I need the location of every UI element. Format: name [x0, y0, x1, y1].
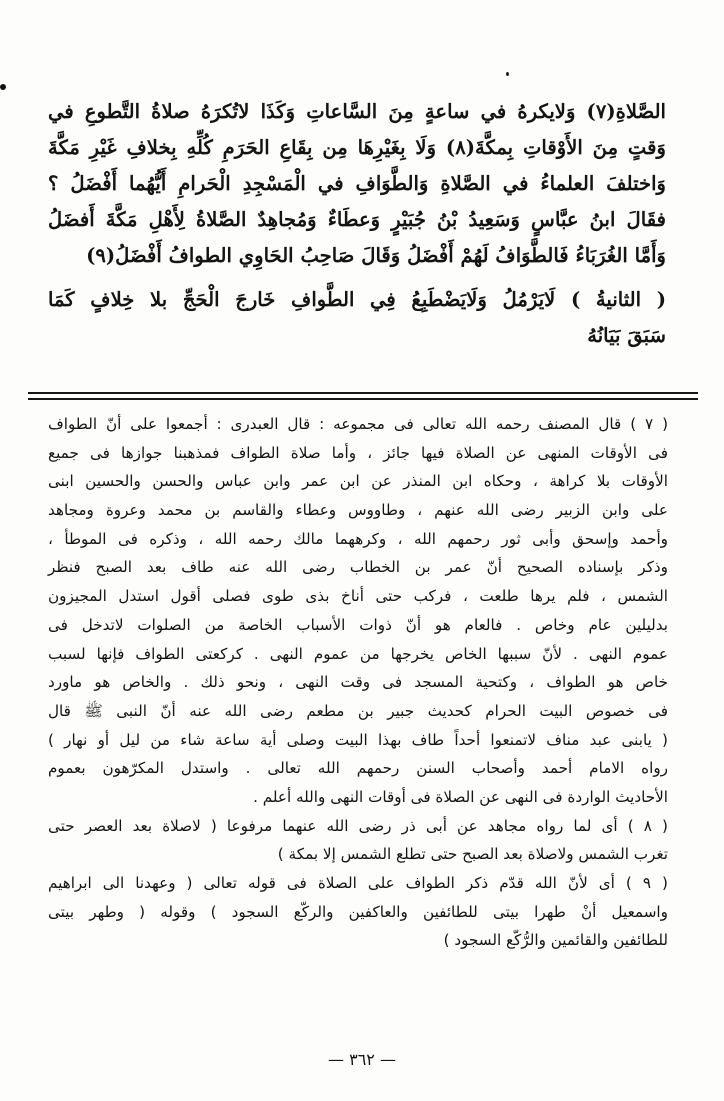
- footnote-line: رواه الامام أحمد وأصحاب السنن رحمهم الله تعالى . واستدل المكرّهون بعموم: [48, 759, 668, 778]
- footnote-8: [48, 812, 668, 869]
- main-line: ( الثانيةُ ) لَايَرْمُلُ وَلَايَضْطَبِعُ فِي الطَّوافِ خَارجَ الْحَجِّ بلا خِلافٍ كَمَا: [48, 288, 666, 311]
- top-dot-mark: [506, 72, 509, 76]
- main-line: فقَالَ ابنُ عبَّاسٍ وَسَعِيدُ بْنُ جُبَيْرٍ وَعطَاءٌ وَمُجاهِدٌ الصَّلاةُ لِأَهْلِ مَكَّةَ أَفضَلُ: [48, 208, 666, 231]
- footnote-line: تغرب الشمس ولاصلاة بعد الصبح حتى تطلع الشمس إلا بمكة ): [277, 845, 668, 864]
- footnote-line: ( ٧ ) قال المصنف رحمه الله تعالى فى مجموعه : قال العبدرى : أجمعوا على أنّ الطواف: [48, 415, 668, 433]
- page-number: — ٣٦٢ —: [328, 1050, 396, 1069]
- footnote-7: [48, 410, 668, 812]
- footnote-line: وأحمد وإسحق وأبى ثور رحمهم الله ، وكرههما مالك رحمه الله ، وذكره فى الموطأ ،: [48, 529, 668, 548]
- section-divider-bottom: [28, 398, 698, 400]
- footnote-line: فى خصوص البيت الحرام كحديث جبير بن مطعم رضى الله عنه أنّ النبى ﷺ قال: [48, 701, 668, 720]
- main-text: [48, 94, 666, 354]
- footnotes: [48, 410, 668, 955]
- main-line: وَقتٍ مِنَ الأَوْقاتِ بِمكَّةَ(٨) وَلَا بِغَيْرِهَا مِن بِقَاعِ الحَرَمِ كُلِّهِ بِخلافِ غَيْرِ مَكَّةَ: [48, 136, 666, 159]
- footnote-line: الشمس ، فلم يرها طلعت ، فركب حتى أناخ بذى طوى فصلى أقول استدل المجيزون: [48, 587, 668, 606]
- main-paragraph-2: [48, 282, 666, 354]
- footnote-line: فى الأوقات المنهى عن الصلاة فيها جائز ، وأما صلاة الطواف فمذهبنا جوازها فى جميع: [48, 443, 668, 462]
- margin-mark: [0, 84, 6, 90]
- footnote-line: خاص هو الطواف ، وكتحية المسجد فى وقت النهى ، ونحو ذلك . والخاص هو ماورد: [48, 673, 668, 692]
- footnote-line: ( ٨ ) أى لما رواه مجاهد عن أبى ذر رضى الله عنهما مرفوعا ( لاصلاة بعد العصر حتى: [48, 816, 668, 835]
- main-line: سَبَقَ بَيَانُهُ: [587, 324, 666, 347]
- footnote-line: عموم النهى . لأنّ سببها الخاص يخرجها من عموم النهى . كركعتى الطواف فإنها لسبب: [48, 644, 668, 663]
- main-line: وَأَمَّا الغُرَبَاءُ فَالطَّوَافُ لَهُمْ أَفْضَلُ وَقَالَ صَاحِبُ الحَاوِي الطوافُ أَفْضَلُ(٩): [86, 244, 666, 267]
- footnote-line: ( يابنى عبد مناف لاتمنعوا أحداً طاف بهذا البيت وصلى أية ساعة شاء من ليل أو نهار ): [48, 730, 668, 749]
- footnote-line: بدليلين عام وخاص . فالعام هو أنّ ذوات الأسباب الخاصة من الصلوات لاتدخل فى: [48, 615, 668, 634]
- footnote-line: على وابن الزبير رضى الله عنهم ، وطاووس وعطاء والقاسم بن محمد وعروة ومجاهد: [48, 501, 668, 520]
- main-paragraph-1: [48, 94, 666, 274]
- section-divider-top: [28, 392, 698, 394]
- footnote-9: [48, 869, 668, 955]
- footnote-line: وذكر بإسناده الصحيح أنّ عمر بن الخطاب رضى الله عنه طاف بعد الصبح فنظر: [48, 558, 668, 577]
- main-line: وَاختلفَ العلماءُ في الصَّلاةِ وَالطَّوَافِ في الْمَسْجِدِ الْحَرامِ أَيُّهُما أَفْضَلُ ؟: [48, 172, 666, 195]
- footnote-line: للطائفين والقائمين والرُّكّع السجود ): [443, 931, 668, 950]
- footnote-line: الأحاديث الواردة فى النهى عن الصلاة فى أوقات النهى والله أعلم .: [253, 787, 668, 806]
- main-line: الصَّلاةِ(٧) وَلايكرهُ في ساعةٍ مِنَ السَّاعاتِ وَكَذَا لاتُكرَهُ صلاةُ التَّطوعِ في: [48, 100, 666, 123]
- footnote-line: ( ٩ ) أى لأنّ الله قدّم ذكر الطواف على الصلاة فى قوله تعالى ( وعهدنا الى ابراهيم: [48, 874, 668, 892]
- footnote-line: الأوقات بلا كراهة ، وحكاه ابن المنذر عن ابن عمر وابن عباس والحسن والحسين ابنى: [48, 472, 668, 491]
- footnote-line: واسمعيل أنْ طهرا بيتى للطائفين والعاكفين والركّع السجود ) وقوله ( وطهر بيتى: [48, 902, 668, 921]
